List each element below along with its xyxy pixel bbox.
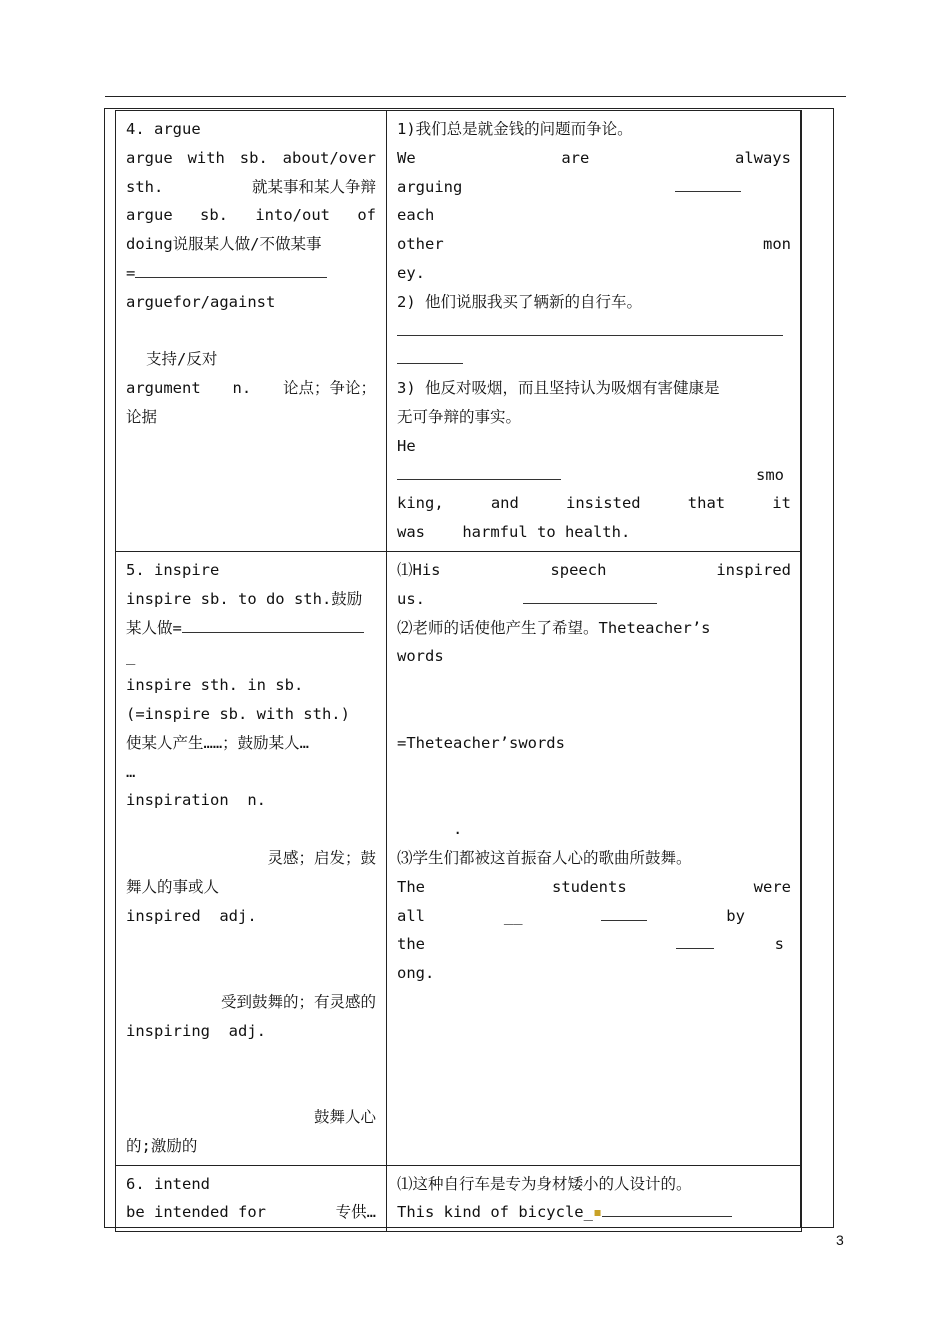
exercise-line: ⑵老师的话使他产生了希望。Theteacher’s	[397, 618, 711, 637]
exercise-line: 3) 他反对吸烟，而且坚持认为吸烟有害健康是	[397, 379, 720, 398]
exercise-line	[397, 556, 791, 585]
exercise-line	[397, 815, 791, 844]
exercise-line	[397, 345, 791, 374]
answer-blank[interactable]	[675, 173, 741, 192]
answer-blank[interactable]	[135, 259, 327, 278]
word: were	[753, 877, 791, 896]
entry-line: doing说服某人做/不做某事	[126, 235, 322, 254]
entry-line: inspiring adj.	[126, 1021, 266, 1040]
entry-line: (=inspire sb. with sth.)	[126, 704, 350, 723]
exercise-cell-argue	[387, 111, 802, 552]
entry-line: 鼓舞人心	[313, 1108, 376, 1127]
entry-heading: 5. inspire	[126, 560, 220, 579]
answer-blank[interactable]	[601, 902, 647, 921]
word: smo	[756, 465, 784, 484]
answer-blank[interactable]	[523, 585, 657, 604]
word: insisted	[565, 494, 641, 513]
answer-blank[interactable]	[397, 317, 783, 336]
vocab-cell-inspire	[116, 551, 387, 1165]
answer-blank[interactable]	[397, 345, 463, 364]
word: and	[490, 494, 519, 513]
entry-line: 支持/反对	[146, 350, 218, 369]
exercise-line: He	[397, 436, 416, 455]
entry-line	[126, 173, 376, 202]
entry-line: 使某人产生……；鼓励某人…	[126, 733, 309, 752]
word: sb.	[239, 148, 268, 167]
exercise-cell-inspire	[387, 551, 802, 1165]
entry-line: 论据	[126, 407, 158, 426]
answer-blank[interactable]	[676, 930, 714, 949]
side-column	[800, 110, 833, 1228]
entry-line	[126, 201, 376, 230]
word: ⑴His	[397, 560, 441, 579]
entry-line: 的;激励的	[126, 1136, 198, 1155]
exercise-line	[397, 518, 791, 547]
word: s	[774, 935, 784, 954]
exercise-line: ⑶学生们都被这首振奋人心的歌曲所鼓舞。	[397, 848, 692, 867]
word: sb.	[200, 206, 228, 225]
word: n.	[232, 379, 252, 398]
entry-line: 受到鼓舞的；有灵感的	[220, 992, 376, 1011]
answer-blank[interactable]	[602, 1198, 732, 1217]
word: argument	[126, 379, 201, 398]
word: 专供…	[335, 1203, 376, 1222]
exercise-line	[397, 902, 791, 931]
entry-line: 灵感；启发；鼓	[267, 848, 376, 867]
word: it	[772, 494, 791, 513]
exercise-line	[397, 873, 791, 902]
word: This kind of bicycle_	[397, 1203, 593, 1222]
exercise-line: 无可争辩的事实。	[397, 407, 522, 426]
exercise-line	[397, 230, 791, 259]
exercise-line: words	[397, 647, 444, 666]
word: all	[397, 906, 425, 925]
word: inspired	[716, 560, 791, 579]
exercise-cell-intend	[387, 1165, 802, 1232]
word: king,	[397, 494, 444, 513]
header-rule	[105, 96, 846, 97]
table-row-intend	[116, 1165, 802, 1232]
exercise-line: ong.	[397, 964, 435, 983]
marker-dot: ▪	[592, 1203, 603, 1222]
table-row-inspire	[116, 551, 802, 1165]
word: always	[734, 148, 791, 167]
exercise-line	[397, 489, 791, 518]
entry-line	[126, 614, 376, 643]
exercise-line: ⑴这种自行车是专为身材矮小的人设计的。	[397, 1174, 692, 1193]
word: We	[397, 148, 416, 167]
word: speech	[550, 560, 607, 579]
word: us.	[397, 589, 425, 608]
entry-line: …	[126, 762, 136, 781]
word: The	[397, 877, 425, 896]
exercise-line: ey.	[397, 263, 425, 282]
word: into/out	[255, 206, 330, 225]
equals-sign: =	[126, 263, 136, 282]
word: 就某事和某人争辩	[251, 177, 376, 196]
word: argue	[126, 148, 173, 167]
word: be intended for	[126, 1203, 266, 1222]
word: __	[503, 906, 523, 925]
word: by	[726, 906, 745, 925]
entry-line: _	[126, 647, 136, 666]
exercise-line: 1)我们总是就金钱的问题而争论。	[397, 120, 633, 138]
word: other	[397, 235, 444, 254]
page-number: 3	[836, 1232, 844, 1248]
exercise-line: 2) 他们说服我买了辆新的自行车。	[397, 292, 642, 311]
word: of	[357, 206, 376, 225]
exercise-line	[397, 173, 791, 202]
exercise-line	[397, 461, 791, 490]
exercise-line: =Theteacher’swords	[397, 733, 565, 752]
entry-line	[126, 259, 376, 288]
word: are	[561, 148, 590, 167]
exercise-line	[397, 144, 791, 173]
entry-line: inspiration n.	[126, 791, 266, 810]
word: students	[552, 877, 627, 896]
word: with	[187, 148, 225, 167]
vocab-cell-intend	[116, 1165, 387, 1232]
entry-line	[126, 1198, 376, 1227]
entry-line: inspired adj.	[126, 906, 257, 925]
entry-heading: 4. argue	[126, 120, 201, 138]
entry-line	[126, 374, 376, 403]
word: sth.	[126, 177, 164, 196]
answer-blank[interactable]	[397, 461, 561, 480]
exercise-line	[397, 585, 791, 614]
word: was	[397, 523, 425, 542]
exercise-line	[397, 1198, 791, 1227]
word: arguing	[397, 177, 463, 196]
vocab-cell-argue	[116, 111, 387, 552]
entry-line: inspire sth. in sb.	[126, 676, 304, 695]
entry-line	[126, 144, 376, 173]
word: 某人做=	[126, 618, 182, 637]
exercise-line: each	[397, 206, 435, 225]
entry-line: inspire sb. to do sth.鼓励	[126, 589, 363, 608]
entry-line: arguefor/against	[126, 292, 276, 311]
word: argue	[126, 206, 173, 225]
exercise-line	[397, 930, 791, 959]
word: mon	[763, 235, 791, 254]
word: .	[453, 820, 463, 839]
entry-heading: 6. intend	[126, 1174, 210, 1193]
answer-blank[interactable]	[182, 614, 364, 633]
vocab-table	[115, 110, 802, 1232]
entry-line: 舞人的事或人	[126, 877, 220, 896]
word: the	[397, 935, 425, 954]
word: harmful to health.	[462, 523, 631, 542]
table-row-argue	[116, 111, 802, 552]
word: about/over	[282, 148, 376, 167]
word: that	[687, 494, 726, 513]
word: 论点；争论；	[282, 379, 376, 398]
exercise-line	[397, 317, 791, 346]
